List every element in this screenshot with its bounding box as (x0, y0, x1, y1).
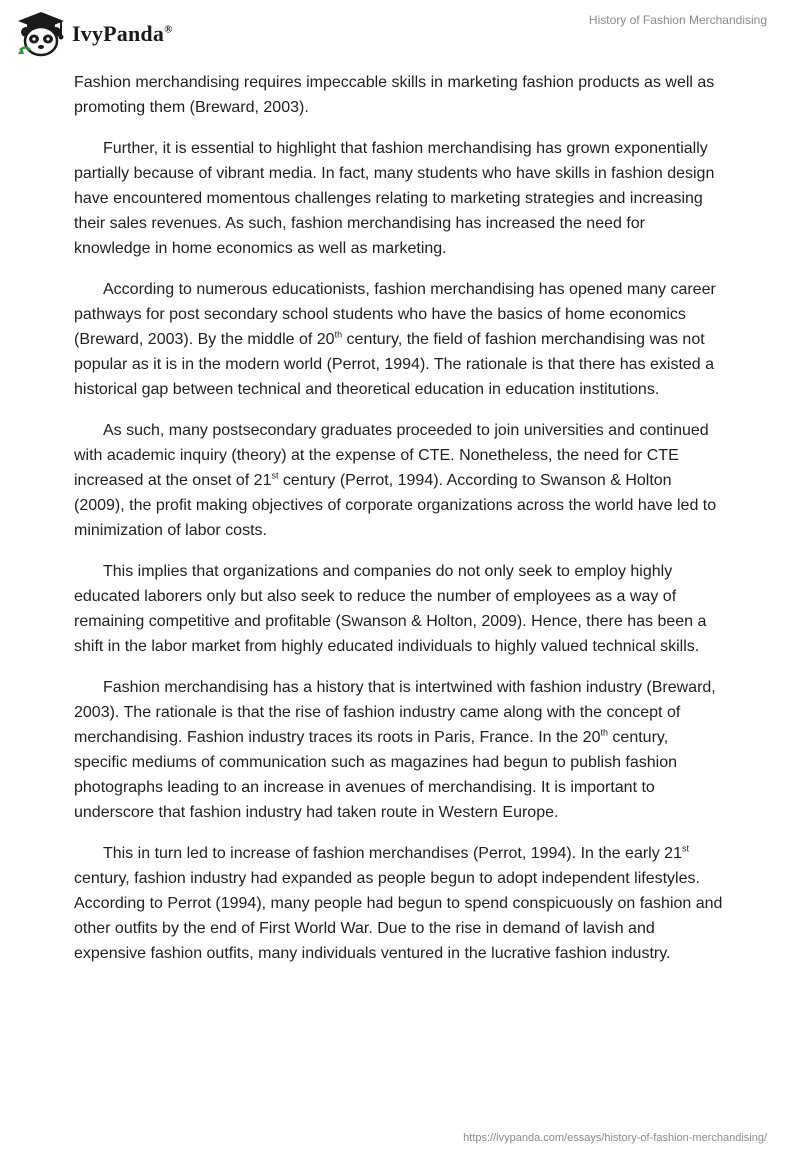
source-url[interactable]: https://ivypanda.com/essays/history-of-fashion-merchandising/ (463, 1132, 767, 1144)
panda-graduate-icon (14, 10, 68, 58)
paragraph-1: Fashion merchandising requires impeccable skills in marketing fashion products as well as promoting them (Breward, 2003). (74, 74, 715, 116)
paragraph-5: This implies that organizations and companies do not only seek to employ highly educated laborers only but also seek to reduce the number of employees as a way of remaining competitive and profitable (Swanson & Holton, 2009). Hence, there has been a shift in the labor market from highly educated individuals to highly valued technical skills. (74, 563, 707, 655)
brand-logo[interactable] (14, 10, 173, 58)
paragraph-3: According to numerous educationists, fashion merchandising has opened many career pathways for post secondary school students who have the basics of home economics (Breward, 2003). By the middle of 20th century, the field of fashion merchandising was not popular as it is in the modern world (Perrot, 1994). The rationale is that there has existed a historical gap between technical and theoretical education in education institutions. (74, 281, 716, 398)
paragraph-4: As such, many postsecondary graduates proceeded to join universities and continued with academic inquiry (theory) at the expense of CTE. Nonetheless, the need for CTE increased at the onset of 21st century (Perrot, 1994). According to Swanson & Holton (2009), the profit making objectives of corporate organizations across the world have led to minimization of labor costs. (74, 422, 717, 539)
page-header (0, 0, 800, 70)
document-title: History of Fashion Merchandising (588, 13, 767, 27)
brand-name: IvyPanda® (72, 21, 173, 46)
paragraph-2: Further, it is essential to highlight that fashion merchandising has grown exponentially partially because of vibrant media. In fact, many students who have skills in fashion design have encountered momentous challenges relating to marketing strategies and increasing their sales revenues. As such, fashion merchandising has increased the need for knowledge in home economics as well as marketing. (74, 140, 715, 257)
essay-body (74, 70, 724, 982)
paragraph-6: Fashion merchandising has a history that is intertwined with fashion industry (Breward, 2003). The rationale is that the rise of fashion industry came along with the concept of merchandising. Fashion industry traces its roots in Paris, France. In the 20th century, specific mediums of communication such as magazines had begun to publish fashion photographs leading to an increase in avenues of merchandising. It is important to underscore that fashion industry had taken route in Western Europe. (74, 679, 716, 821)
paragraph-7: This in turn led to increase of fashion merchandises (Perrot, 1994). In the early 21st century, fashion industry had expanded as people begun to adopt independent lifestyles. According to Perrot (1994), many people had begun to spend conspicuously on fashion and other outfits by the end of First World War. Due to the rise in demand of lavish and expensive fashion outfits, many individuals ventured in the lucrative fashion industry. (74, 843, 723, 962)
